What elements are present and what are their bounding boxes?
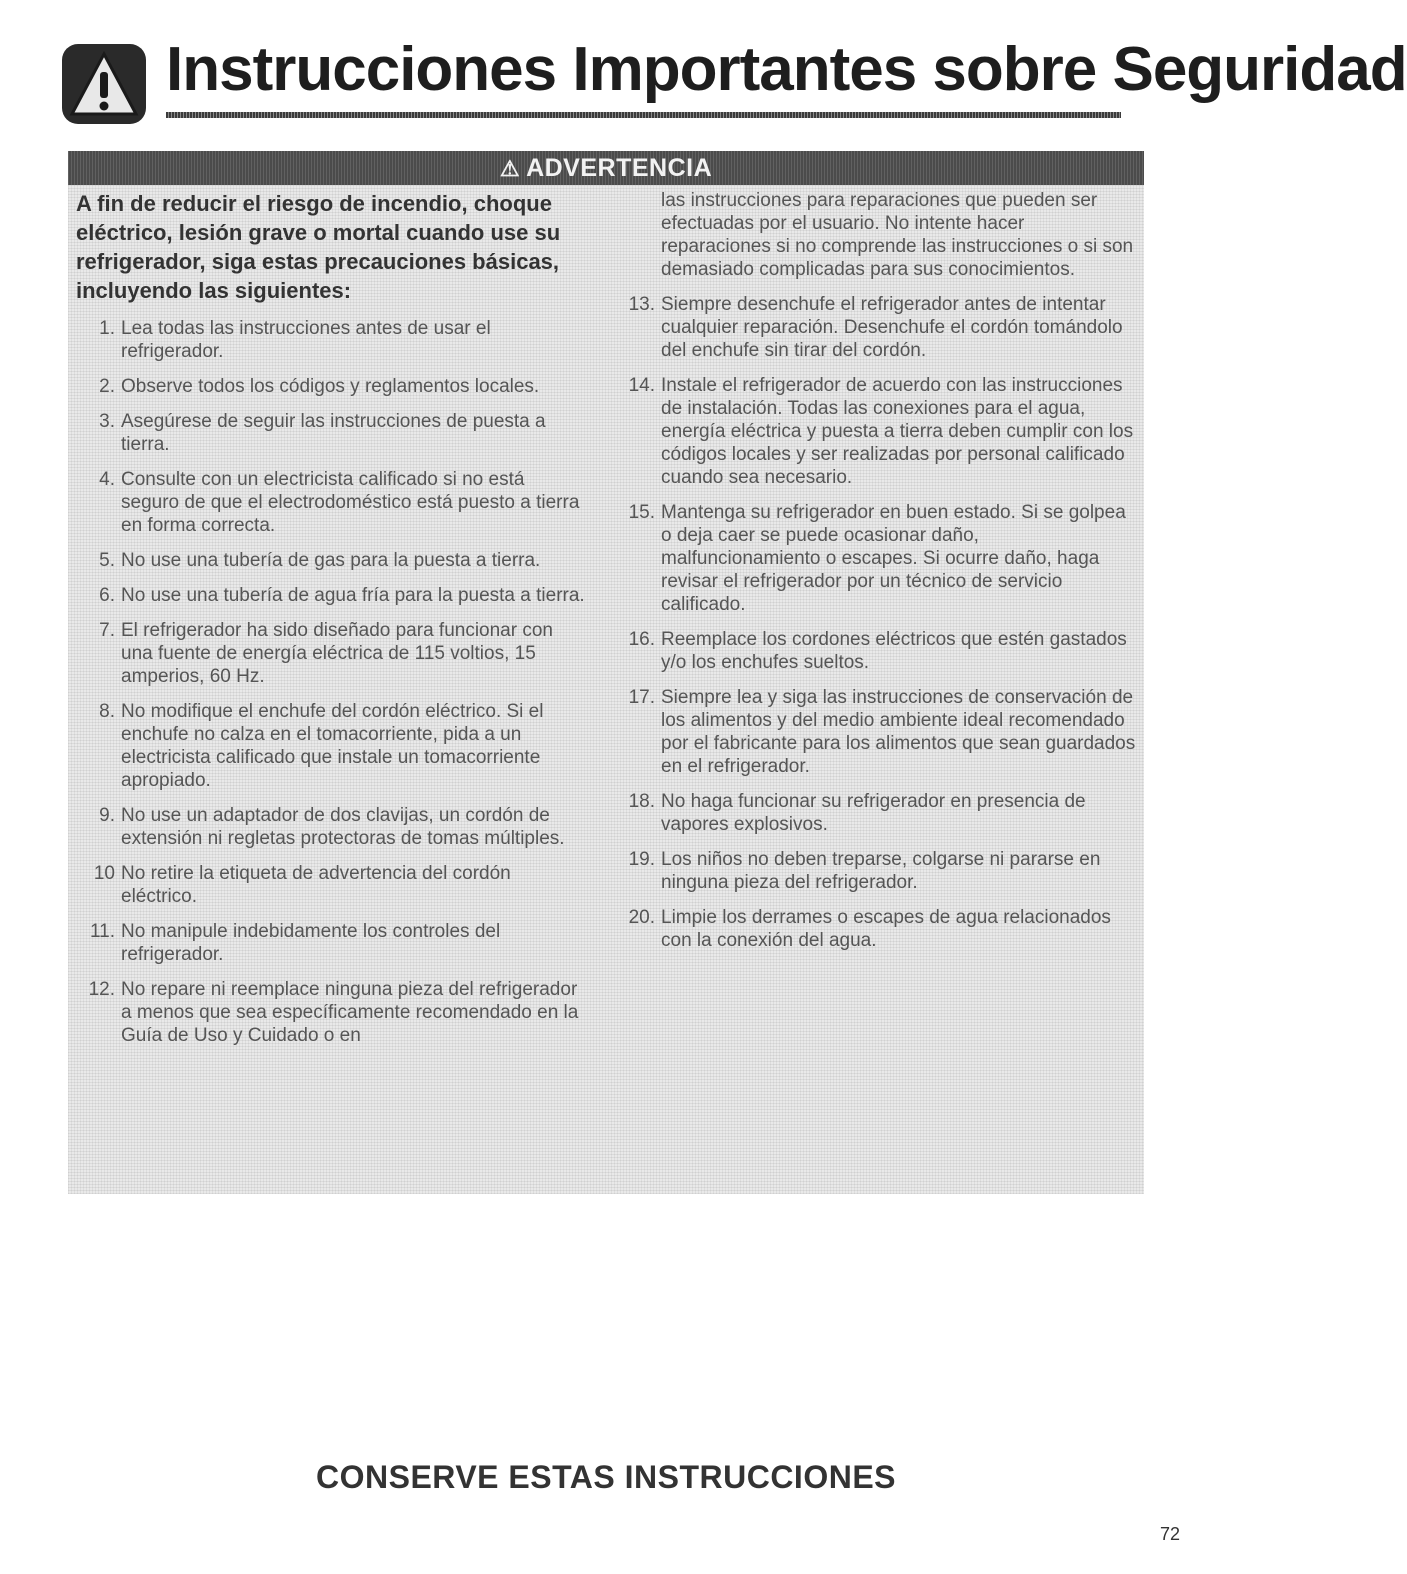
list-item: [76, 978, 586, 1047]
item-number: 6.: [99, 585, 115, 606]
item-text: Instale el refrigerador de acuerdo con las instrucciones de instalación. Todas las conexiones para el agua, energía eléctrica y puesta a tierra deben cumplir con los códigos locales y ser realizadas por personal calificado cuando sea necesario.: [661, 375, 1134, 488]
list-item: [76, 375, 586, 398]
item-number: 4.: [99, 469, 115, 490]
list-item: [76, 619, 586, 688]
item-text: No use una tubería de agua fría para la puesta a tierra.: [121, 585, 585, 606]
item-text: Siempre lea y siga las instrucciones de conservación de los alimentos y del medio ambiente ideal recomendado por el fabricante para los alimentos que sean guardados en el refrigerador.: [661, 687, 1136, 777]
item-text: Asegúrese de seguir las instrucciones de puesta a tierra.: [121, 411, 546, 455]
item-number: 15.: [628, 502, 655, 523]
item-text: Mantenga su refrigerador en buen estado. Si se golpea o deja caer se puede ocasionar daño, malfuncionamiento o escapes. Si ocurre daño, haga revisar el refrigerador por un técnico de servicio calificado.: [661, 502, 1126, 615]
left-column: [76, 189, 586, 1059]
list-item: [76, 468, 586, 537]
warning-icon: [62, 44, 146, 124]
item-12-continuation: las instrucciones para reparaciones que pueden ser efectuadas por el usuario. No intente hacer reparaciones si no comprende las instrucciones o si son demasiado complicadas para sus conocimientos.: [661, 190, 1134, 280]
item-number: 16.: [628, 629, 655, 650]
warning-label: ADVERTENCIA: [526, 154, 713, 182]
list-item: [616, 501, 1136, 616]
item-number: 10: [93, 863, 115, 884]
list-item: [76, 317, 586, 363]
item-text: No repare ni reemplace ninguna pieza del refrigerador a menos que sea específicamente recomendado en la Guía de Uso y Cuidado o en: [121, 979, 579, 1046]
item-text: Los niños no deben treparse, colgarse ni pararse en ninguna pieza del refrigerador.: [661, 849, 1101, 893]
item-text: El refrigerador ha sido diseñado para funcionar con una fuente de energía eléctrica de 115 voltios, 15 amperios, 60 Hz.: [121, 620, 553, 687]
item-text: No use una tubería de gas para la puesta a tierra.: [121, 550, 541, 571]
warning-banner: [68, 151, 1144, 185]
list-item: [76, 410, 586, 456]
list-item: [76, 804, 586, 850]
item-number: 13.: [628, 294, 655, 315]
list-item: [616, 686, 1136, 778]
item-number: 14.: [628, 375, 655, 396]
item-number: 5.: [99, 550, 115, 571]
item-number: 19.: [628, 849, 655, 870]
item-number: 18.: [628, 791, 655, 812]
list-item: [76, 862, 586, 908]
item-number: 12.: [88, 979, 115, 1000]
alert-triangle-icon: ⚠: [499, 156, 521, 181]
list-item: [616, 293, 1136, 362]
item-number: 20.: [628, 907, 655, 928]
page-header: [62, 35, 1407, 130]
item-number: 7.: [99, 620, 115, 641]
list-item: [76, 920, 586, 966]
list-item: [616, 374, 1136, 489]
item-text: Limpie los derrames o escapes de agua relacionados con la conexión del agua.: [661, 907, 1111, 951]
list-item: [76, 700, 586, 792]
page-number: 72: [1159, 1524, 1180, 1544]
page-title: Instrucciones Importantes sobre Seguridad: [166, 35, 1407, 104]
item-text: Siempre desenchufe el refrigerador antes de intentar cualquier reparación. Desenchufe el cordón tomándolo del enchufe sin tirar del cordón.: [661, 294, 1123, 361]
warning-box: [68, 151, 1144, 1194]
item-text: No manipule indebidamente los controles del refrigerador.: [121, 921, 501, 965]
item-number: 9.: [99, 805, 115, 826]
list-item: [616, 848, 1136, 894]
list-item: [76, 549, 586, 572]
item-text: Consulte con un electricista calificado si no está seguro de que el electrodoméstico está puesto a tierra en forma correcta.: [121, 469, 580, 536]
item-text: Observe todos los códigos y reglamentos locales.: [121, 376, 540, 397]
title-underline: [166, 112, 1121, 118]
item-number: 3.: [99, 411, 115, 432]
item-text: No haga funcionar su refrigerador en presencia de vapores explosivos.: [661, 791, 1086, 835]
right-column: [616, 189, 1136, 964]
item-text: No use un adaptador de dos clavijas, un cordón de extensión ni regletas protectoras de tomas múltiples.: [121, 805, 565, 849]
list-item: [76, 584, 586, 607]
item-text: No retire la etiqueta de advertencia del cordón eléctrico.: [121, 863, 511, 907]
item-text: Lea todas las instrucciones antes de usar el refrigerador.: [121, 318, 491, 362]
footer-notice: CONSERVE ESTAS INSTRUCCIONES: [315, 1459, 896, 1495]
item-number: 1.: [99, 318, 115, 339]
item-number: 8.: [99, 701, 115, 722]
item-number: 2.: [99, 376, 115, 397]
item-number: 17.: [628, 687, 655, 708]
list-item: [616, 628, 1136, 674]
list-item: [616, 790, 1136, 836]
warning-intro: A fin de reducir el riesgo de incendio, choque eléctrico, lesión grave o mortal cuando use su refrigerador, siga estas precauciones básicas, incluyendo las siguientes:: [76, 191, 561, 303]
list-item: [616, 906, 1136, 952]
item-text: No modifique el enchufe del cordón eléctrico. Si el enchufe no calza en el tomacorriente, pida a un electricista calificado que instale un tomacorriente apropiado.: [121, 701, 544, 791]
item-number: 11.: [89, 921, 115, 942]
item-text: Reemplace los cordones eléctricos que estén gastados y/o los enchufes sueltos.: [661, 629, 1127, 673]
